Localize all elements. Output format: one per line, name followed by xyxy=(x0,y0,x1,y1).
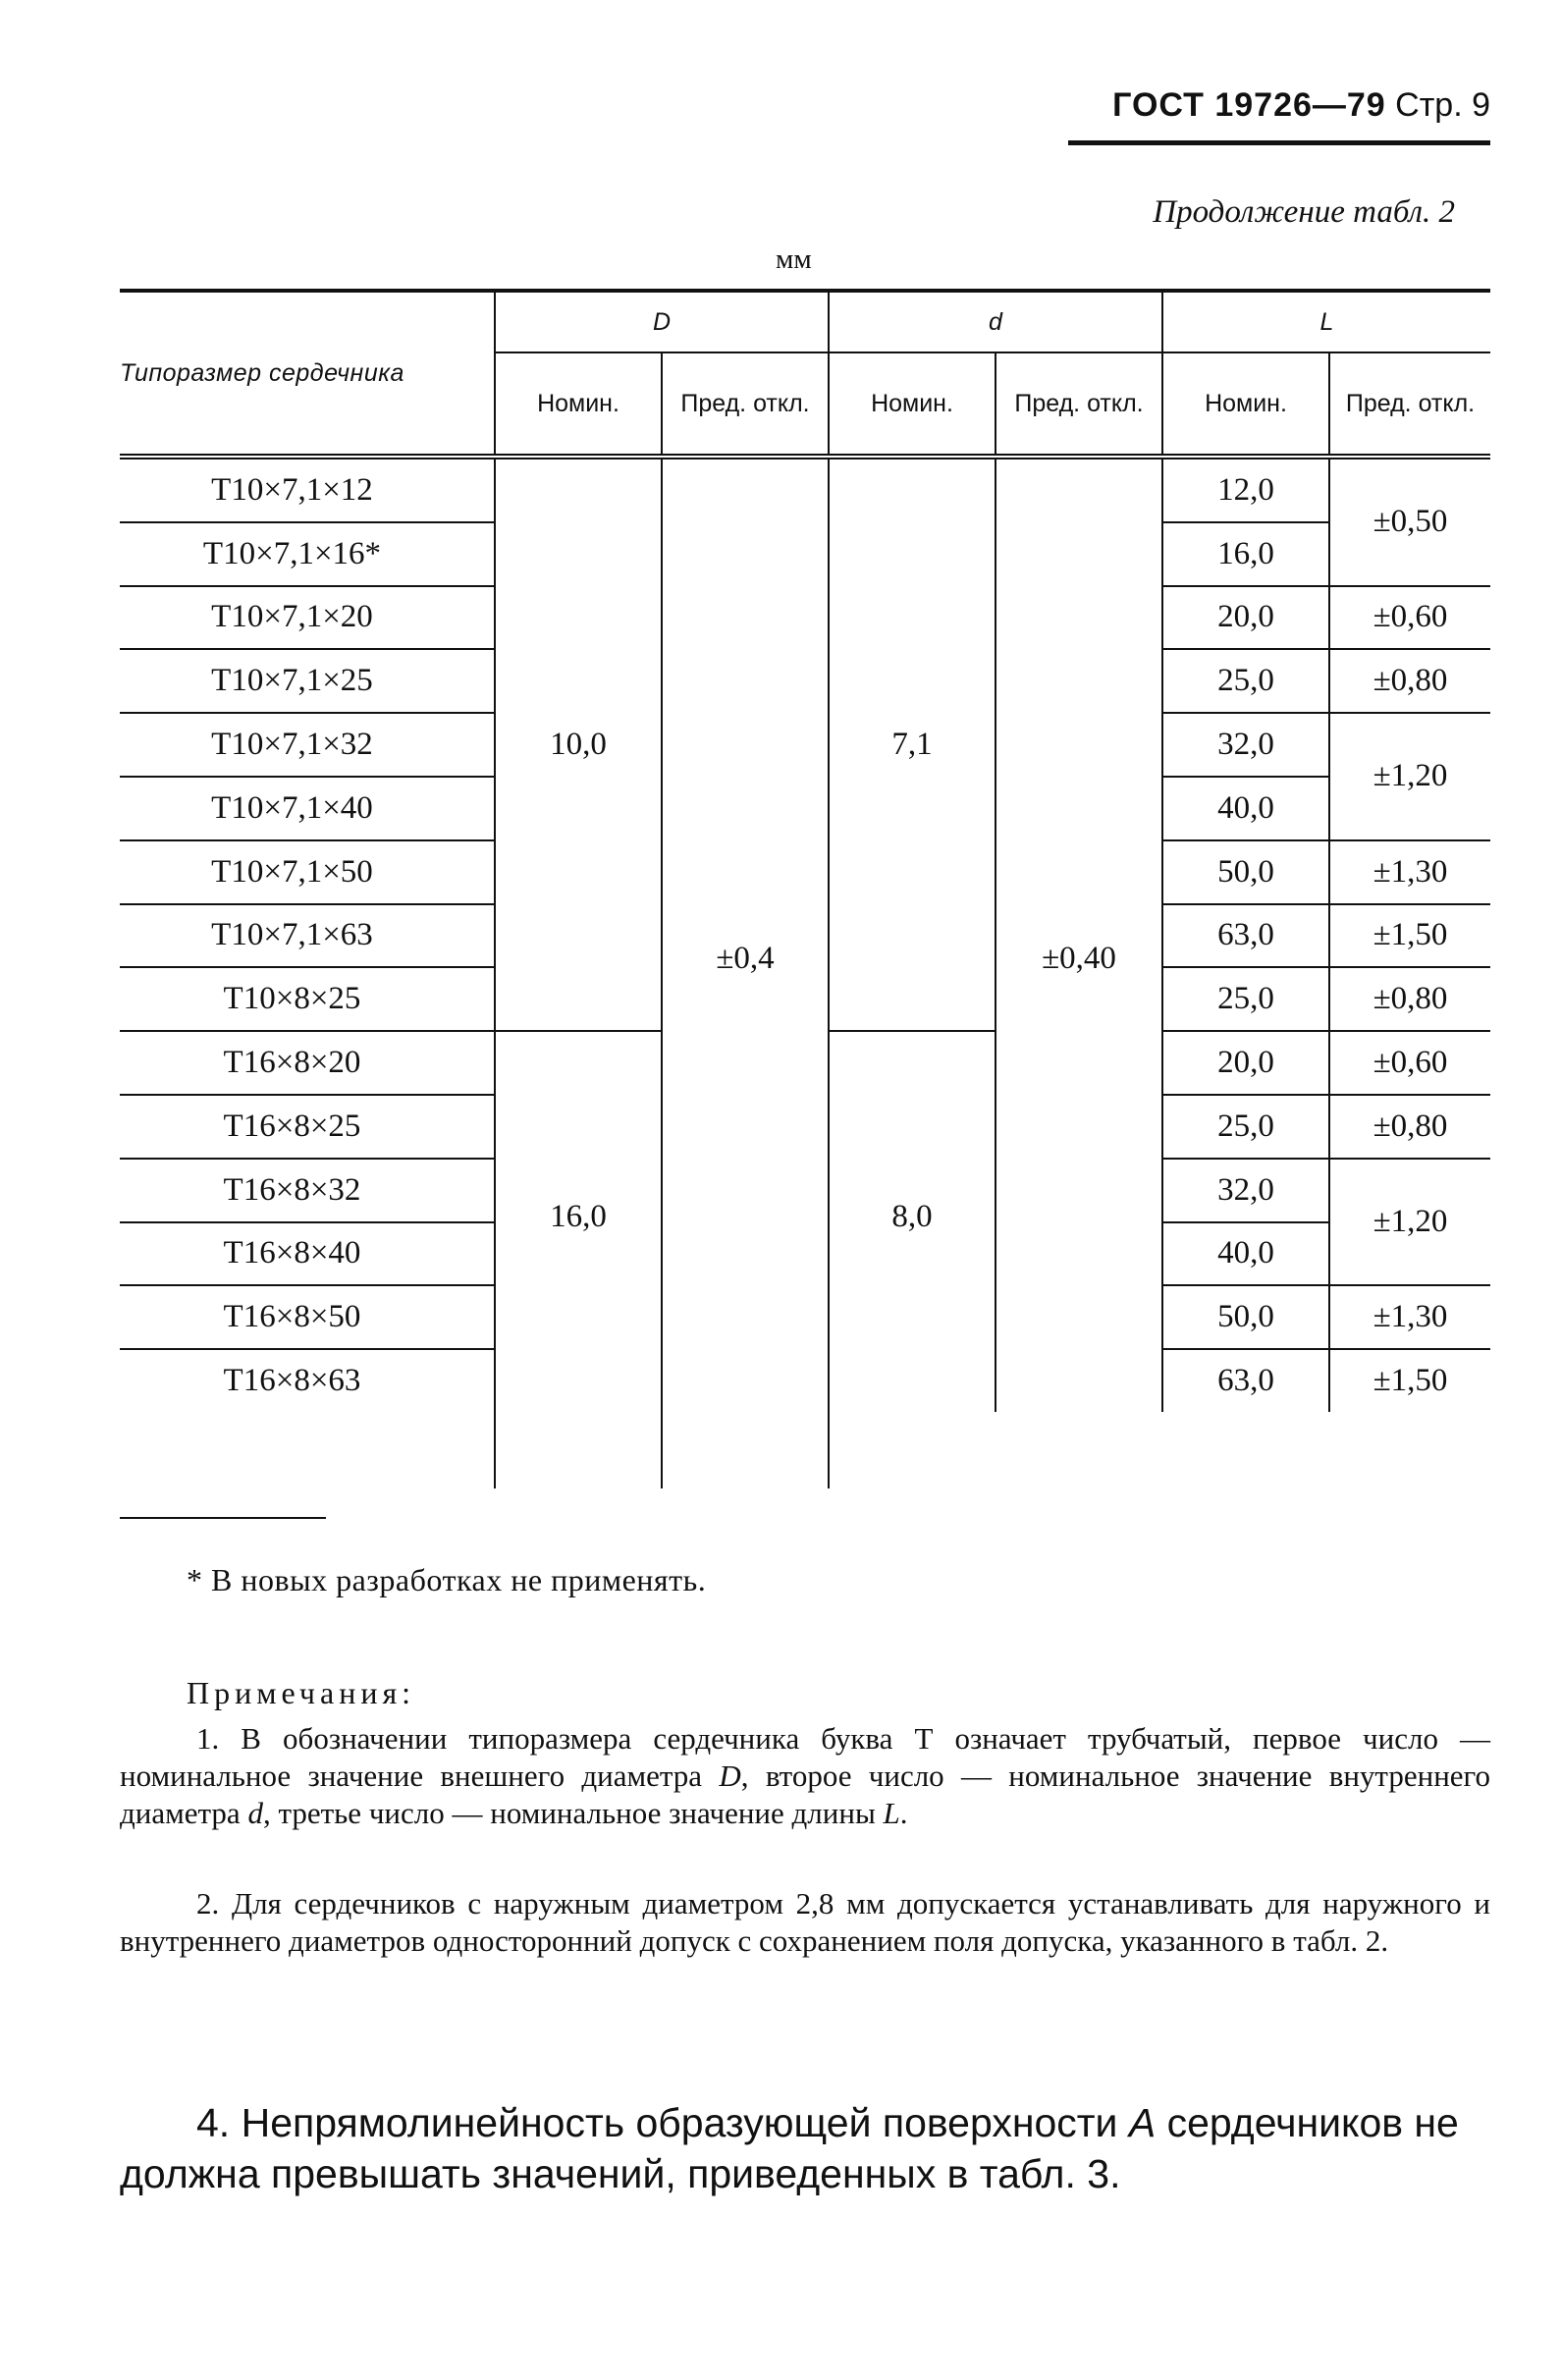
notes-title: Примечания: xyxy=(187,1675,416,1710)
D-nominal-header: Номин. xyxy=(495,352,662,457)
L-tolerance-cell: ±1,50 xyxy=(1329,1349,1490,1412)
standard-number: ГОСТ 19726—79 xyxy=(1112,86,1386,124)
note-1-text-c: , третье число — номинальное значение длины xyxy=(262,1796,884,1830)
note-1-text-a: 1. В обозначении типоразмера сердечника буква Т означает трубчатый, первое число — номинальное значение внешнего диаметра xyxy=(120,1721,1490,1793)
footnote: * В новых разработках не применять. xyxy=(187,1562,707,1597)
dimensions-table xyxy=(120,289,1490,1467)
L-nominal-cell: 32,0 xyxy=(1162,713,1329,777)
footnote-rule xyxy=(120,1517,326,1519)
type-cell: T10×8×25 xyxy=(120,967,495,1031)
type-cell: T16×8×32 xyxy=(120,1159,495,1222)
L-nominal-cell: 16,0 xyxy=(1162,522,1329,586)
paragraph-4-text-b: сердечников не должна превышать значений, приведенных в табл. 3. xyxy=(120,2100,1459,2196)
type-cell: T16×8×63 xyxy=(223,1363,361,1399)
L-tolerance-cell: ±0,80 xyxy=(1329,967,1490,1031)
type-column-header: Типоразмер сердечника xyxy=(120,358,404,387)
type-cell: T10×7,1×40 xyxy=(120,777,495,840)
D-tolerance-header: Пред. откл. xyxy=(662,352,829,457)
type-cell: T16×8×20 xyxy=(120,1031,495,1095)
type-cell: T10×7,1×63 xyxy=(120,904,495,968)
L-tolerance-cell: ±1,30 xyxy=(1329,1285,1490,1349)
L-nominal-cell: 25,0 xyxy=(1162,967,1329,1031)
L-tolerance-cell: ±1,20 xyxy=(1329,713,1490,840)
L-nominal-cell: 50,0 xyxy=(1162,1285,1329,1349)
D-tolerance-cell: ±0,4 xyxy=(662,457,829,1412)
D-nominal-cell: 10,0 xyxy=(495,457,662,1031)
L-nominal-cell: 25,0 xyxy=(1162,649,1329,713)
L-tolerance-cell: ±1,50 xyxy=(1329,904,1490,968)
paragraph-4-text-a: 4. Непрямолинейность образующей поверхности xyxy=(196,2100,1129,2145)
d-nominal-cell: 8,0 xyxy=(829,1031,996,1412)
header-rule xyxy=(1068,140,1490,145)
D-nominal-cell: 16,0 xyxy=(495,1031,662,1412)
note-1-text-b: , второе число — номинальное значение внутреннего диаметра xyxy=(120,1758,1491,1830)
L-nominal-cell: 25,0 xyxy=(1162,1095,1329,1159)
L-nominal-cell: 20,0 xyxy=(1162,1031,1329,1095)
d-tolerance-cell: ±0,40 xyxy=(996,457,1162,1412)
table-continuation: Продолжение табл. 2 xyxy=(1153,194,1455,230)
L-tolerance-cell: ±0,80 xyxy=(1329,1095,1490,1159)
page-number: Стр. 9 xyxy=(1395,86,1490,124)
type-cell: T10×7,1×50 xyxy=(120,840,495,904)
L-nominal-cell: 12,0 xyxy=(1162,457,1329,522)
note-1-var-D: D xyxy=(719,1758,741,1793)
group-header-d: d xyxy=(829,291,1162,352)
note-2-text: 2. Для сердечников с наружным диаметром 2,8 мм допускается устанавливать для наружного и внутреннего диаметров односторонний допуск с сохранением поля допуска, указанного в табл. 2. xyxy=(120,1886,1490,1958)
L-nominal-cell: 40,0 xyxy=(1162,777,1329,840)
L-tolerance-header: Пред. откл. xyxy=(1329,352,1490,457)
L-tolerance-cell: ±0,60 xyxy=(1329,1031,1490,1095)
L-tolerance-cell: ±1,30 xyxy=(1329,840,1490,904)
L-nominal-cell: 63,0 xyxy=(1162,904,1329,968)
d-tolerance-header: Пред. откл. xyxy=(996,352,1162,457)
L-nominal-cell: 40,0 xyxy=(1162,1222,1329,1286)
L-nominal-cell: 32,0 xyxy=(1162,1159,1329,1222)
d-nominal-cell: 7,1 xyxy=(829,457,996,1031)
group-header-D: D xyxy=(495,291,829,352)
type-cell: T16×8×40 xyxy=(120,1222,495,1286)
note-1 xyxy=(120,1720,1490,1832)
note-1-text-end: . xyxy=(899,1796,908,1830)
type-cell: T10×7,1×32 xyxy=(120,713,495,777)
table-spacer-row xyxy=(120,1412,1490,1488)
L-tolerance-cell: ±1,20 xyxy=(1329,1159,1490,1286)
group-header-L: L xyxy=(1162,291,1490,352)
type-cell: T10×7,1×20 xyxy=(120,586,495,650)
type-cell: T10×7,1×16* xyxy=(120,522,495,586)
L-tolerance-cell: ±0,60 xyxy=(1329,586,1490,650)
note-1-var-d: d xyxy=(247,1796,263,1830)
L-tolerance-cell: ±0,80 xyxy=(1329,649,1490,713)
L-tolerance-cell: ±0,50 xyxy=(1329,457,1490,586)
table-row xyxy=(120,457,1490,522)
L-nominal-cell: 20,0 xyxy=(1162,586,1329,650)
L-nominal-cell: 50,0 xyxy=(1162,840,1329,904)
L-nominal-header: Номин. xyxy=(1162,352,1329,457)
type-cell: T16×8×25 xyxy=(120,1095,495,1159)
note-1-var-L: L xyxy=(883,1796,900,1830)
page-header xyxy=(1112,86,1490,125)
paragraph-4-var-A: А xyxy=(1128,2100,1157,2145)
type-cell: T16×8×50 xyxy=(120,1285,495,1349)
d-nominal-header: Номин. xyxy=(829,352,996,457)
L-nominal-cell: 63,0 xyxy=(1162,1349,1329,1412)
type-cell: T10×7,1×25 xyxy=(120,649,495,713)
type-cell: T10×7,1×12 xyxy=(120,457,495,522)
paragraph-4 xyxy=(120,2097,1494,2199)
note-2 xyxy=(120,1885,1490,1960)
unit-label: мм xyxy=(776,243,812,275)
